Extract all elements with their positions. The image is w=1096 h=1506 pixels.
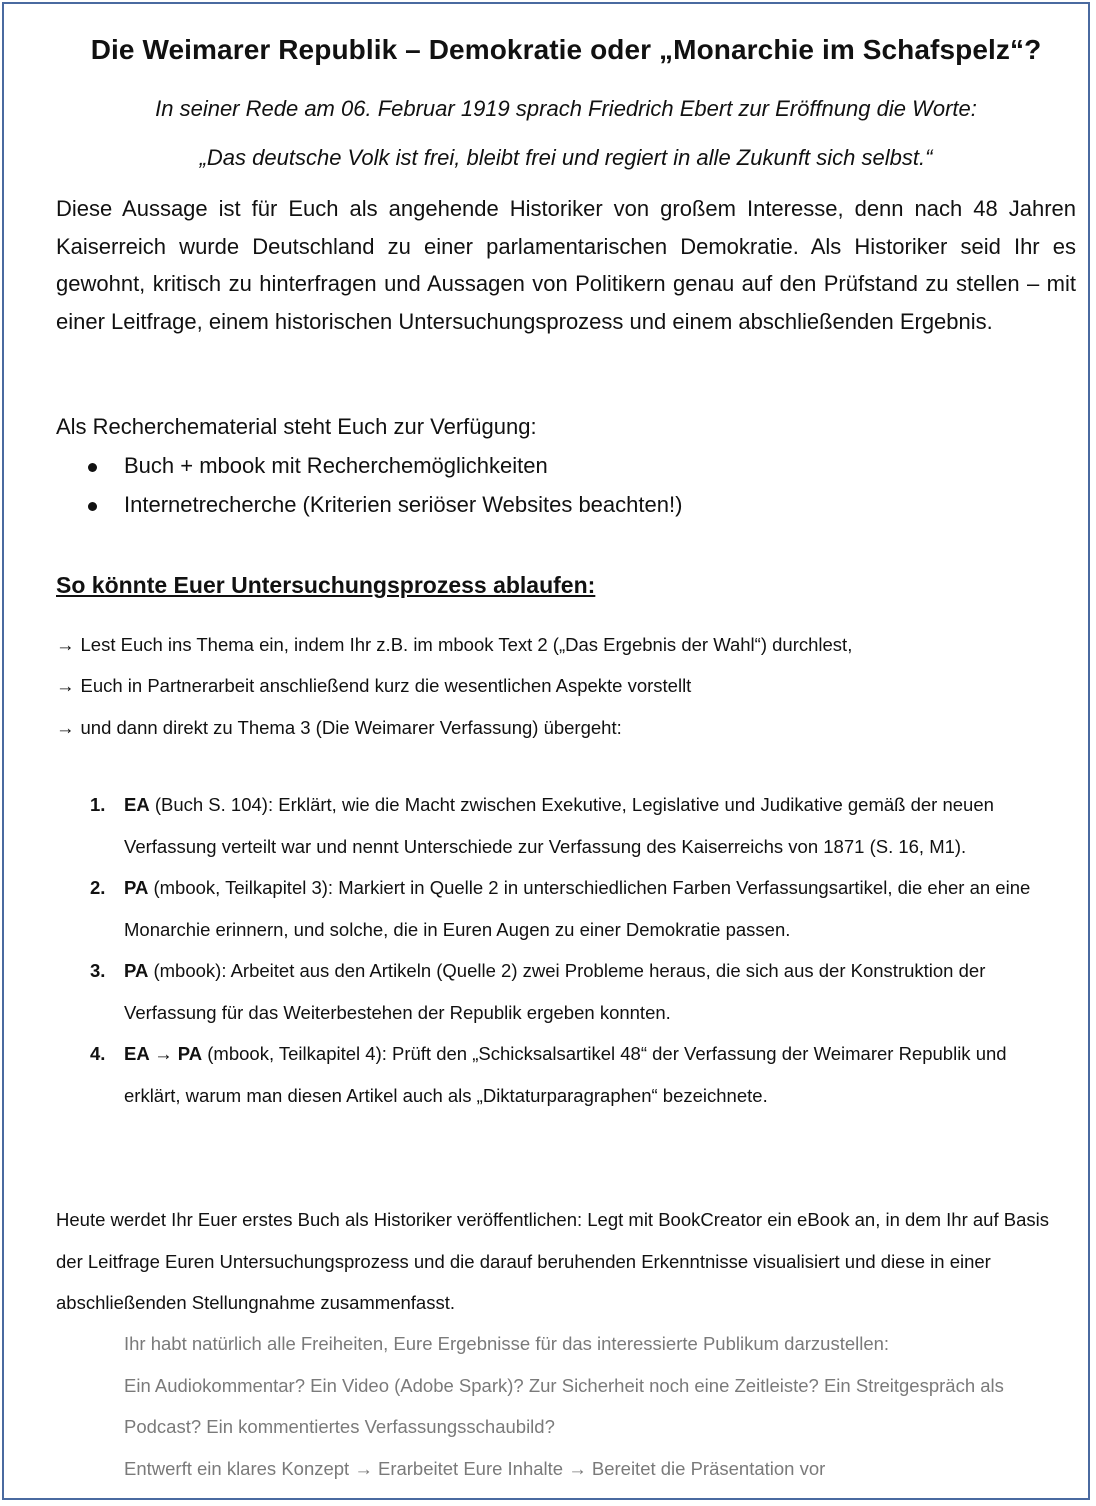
- task-item: [56, 1033, 1066, 1116]
- hint-line: Entwerft ein klares Konzept → Erarbeitet Eure Inhalte → Bereitet die Präsentation vor: [124, 1457, 826, 1479]
- list-item-text: Internetrecherche (Kriterien seriöser Websites beachten!): [124, 492, 683, 517]
- task-mode: PA: [124, 960, 149, 981]
- task-number: 4.: [90, 1043, 106, 1064]
- quote-intro: In seiner Rede am 06. Februar 1919 sprach Friedrich Ebert zur Eröffnung die Worte:: [155, 96, 977, 121]
- intro-paragraph: [56, 190, 1076, 340]
- arrow-right-icon: →: [56, 716, 75, 738]
- list-item-text: Buch + mbook mit Recherchemöglichkeiten: [124, 453, 548, 478]
- task-text: (mbook): Arbeitet aus den Artikeln (Quelle 2) zwei Probleme heraus, die sich aus der Konstruktion der Verfassung für das Weiterbestehen der Republik ergeben konnten.: [124, 960, 986, 1023]
- process-step-text: Euch in Partnerarbeit anschließend kurz die wesentlichen Aspekte vorstellt: [80, 675, 692, 697]
- worksheet-page: [2, 2, 1090, 1500]
- final-assignment: [56, 1199, 1066, 1324]
- process-heading: So könnte Euer Untersuchungsprozess ablaufen:: [56, 572, 596, 598]
- presentation-hints: [124, 1323, 1084, 1489]
- final-assignment-text: Heute werdet Ihr Euer erstes Buch als Historiker veröffentlichen: Legt mit BookCreator ein eBook an, in dem Ihr auf Basis der Leitfrage Euren Untersuchungsprozess und die darauf beruhenden Erkenntnisse visualisiert und diese in einer abschließenden Stellungnahme zusammenfasst.: [56, 1209, 1049, 1313]
- process-step: [56, 666, 852, 708]
- task-item: [56, 784, 1066, 867]
- hint-line: Ein Audiokommentar? Ein Video (Adobe Spark)? Zur Sicherheit noch eine Zeitleiste? Ein Streitgespräch als Podcast? Ein kommentiertes Verfassungsschaubild?: [124, 1374, 1004, 1437]
- process-step-text: Lest Euch ins Thema ein, indem Ihr z.B. im mbook Text 2 („Das Ergebnis der Wahl“) durchlest,: [80, 633, 853, 655]
- intro-text: Diese Aussage ist für Euch als angehende Historiker von großem Interesse, denn nach 48 Jahren Kaiserreich wurde Deutschland zu einer parlamentarischen Demokratie. Als Historiker seid Ihr es gewohnt, kritisch zu hinterfragen und Aussagen von Politikern genau auf den Prüfstand zu stellen – mit einer Leitfrage, einem historischen Untersuchungsprozess und einem abschließenden Ergebnis.: [56, 196, 1076, 334]
- task-mode: EA: [124, 794, 150, 815]
- task-text: (mbook, Teilkapitel 4): Prüft den „Schicksalsartikel 48“ der Verfassung der Weimarer Republik und erklärt, warum man diesen Artikel auch als „Diktaturparagraphen“ bezeichnete.: [124, 1043, 1007, 1106]
- task-text: (mbook, Teilkapitel 3): Markiert in Quelle 2 in unterschiedlichen Farben Verfassungsartikel, die eher an eine Monarchie erinnern, und solche, die in Euren Augen zu einer Demokratie passen.: [124, 877, 1031, 940]
- task-item: [56, 950, 1066, 1033]
- task-number: 2.: [90, 877, 106, 898]
- task-number: 3.: [90, 960, 106, 981]
- process-step-text: und dann direkt zu Thema 3 (Die Weimarer Verfassung) übergeht:: [80, 716, 622, 738]
- arrow-right-icon: →: [56, 675, 75, 697]
- page-title: Die Weimarer Republik – Demokratie oder „Monarchie im Schafspelz“?: [90, 34, 1042, 65]
- process-step: [56, 624, 852, 666]
- process-step: [56, 707, 852, 749]
- ebert-quote: „Das deutsche Volk ist frei, bleibt frei und regiert in alle Zukunft sich selbst.“: [199, 145, 933, 170]
- task-mode: PA: [124, 877, 149, 898]
- task-number: 1.: [90, 794, 106, 815]
- bullet-icon: [88, 463, 97, 472]
- process-steps: [56, 624, 852, 749]
- arrow-right-icon: →: [56, 633, 75, 655]
- material-heading: Als Recherchematerial steht Euch zur Verfügung:: [56, 414, 537, 439]
- task-item: [56, 867, 1066, 950]
- hint-line: Ihr habt natürlich alle Freiheiten, Eure Ergebnisse für das interessierte Publikum darzustellen:: [124, 1333, 890, 1354]
- task-text: (Buch S. 104): Erklärt, wie die Macht zwischen Exekutive, Legislative und Judikative gemäß der neuen Verfassung verteilt war und nennt Unterschiede zur Verfassung des Kaiserreichs von 1871 (S. 16, M1).: [124, 794, 994, 857]
- task-list: [56, 784, 1066, 1116]
- bullet-icon: [88, 502, 97, 511]
- task-mode: EA → PA: [124, 1043, 203, 1064]
